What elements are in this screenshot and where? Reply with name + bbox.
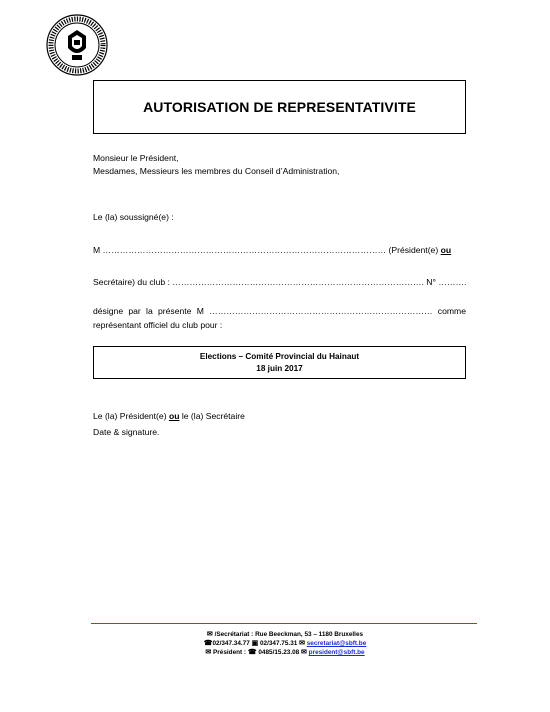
society-seal-logo bbox=[46, 14, 108, 76]
election-date: 18 juin 2017 bbox=[256, 364, 303, 373]
name-line-text: M ……………………………………………………………………………………… (Président(e) bbox=[93, 245, 439, 255]
designate-word-5: M bbox=[196, 306, 204, 316]
footer-president bbox=[120, 648, 450, 656]
footer-secretariat-email[interactable]: secretariat@sbft.be bbox=[306, 640, 367, 647]
election-box bbox=[93, 346, 466, 379]
envelope-icon: ✉ bbox=[206, 631, 213, 638]
designate-dots: …………………………………………………………………… bbox=[209, 306, 433, 316]
title-box bbox=[93, 80, 466, 134]
salutation-line-1: Monsieur le Président, bbox=[93, 153, 179, 163]
signature-line-1 bbox=[93, 411, 245, 421]
fax-icon: ▣ bbox=[251, 640, 259, 647]
envelope-icon: ✉ bbox=[299, 640, 305, 647]
envelope-icon: ✉ bbox=[301, 649, 307, 656]
club-line: Secrétaire) du club : ……………………………………………………………………………. N° ………. bbox=[93, 277, 467, 287]
footer-president-label: Président : bbox=[213, 649, 247, 656]
name-line bbox=[93, 245, 451, 255]
representative-line: représentant officiel du club pour : bbox=[93, 320, 223, 330]
signature-line-2: Date & signature. bbox=[93, 427, 160, 437]
footer-president-phone: 0485/15.23.08 bbox=[258, 649, 300, 656]
signature-secretary: le (la) Secrétaire bbox=[181, 411, 245, 421]
designate-word-6: comme bbox=[437, 306, 466, 316]
election-title: Elections – Comité Provincial du Hainaut bbox=[199, 352, 360, 361]
salutation-line-2: Mesdames, Messieurs les membres du Conseil d’Administration, bbox=[93, 166, 340, 176]
footer-address-text: /Secrétariat : Rue Beeckman, 53 – 1180 Bruxelles bbox=[214, 631, 364, 638]
designate-word-2: par bbox=[128, 306, 141, 316]
phone-icon: ☎ bbox=[247, 649, 257, 656]
signature-or: ou bbox=[168, 411, 180, 421]
signature-president: Le (la) Président(e) bbox=[93, 411, 167, 421]
phone-icon: ☎ bbox=[203, 640, 213, 647]
designate-word-4: présente bbox=[157, 306, 192, 316]
designate-word-3: la bbox=[146, 306, 153, 316]
document-title: AUTORISATION DE REPRESENTATIVITE bbox=[143, 99, 416, 115]
footer-president-email[interactable]: president@sbft.be bbox=[308, 649, 365, 656]
designate-line bbox=[93, 306, 466, 316]
footer-divider bbox=[91, 623, 477, 624]
designate-word-1: désigne bbox=[93, 306, 124, 316]
name-line-or: ou bbox=[440, 245, 452, 255]
footer-address bbox=[120, 630, 450, 638]
footer-contacts bbox=[120, 639, 450, 647]
footer-fax: 02/347.75.31 bbox=[259, 640, 298, 647]
undersigned-label: Le (la) soussigné(e) : bbox=[93, 212, 174, 222]
footer-phone: 02/347.34.77 bbox=[212, 640, 250, 647]
envelope-icon: ✉ bbox=[205, 649, 212, 656]
